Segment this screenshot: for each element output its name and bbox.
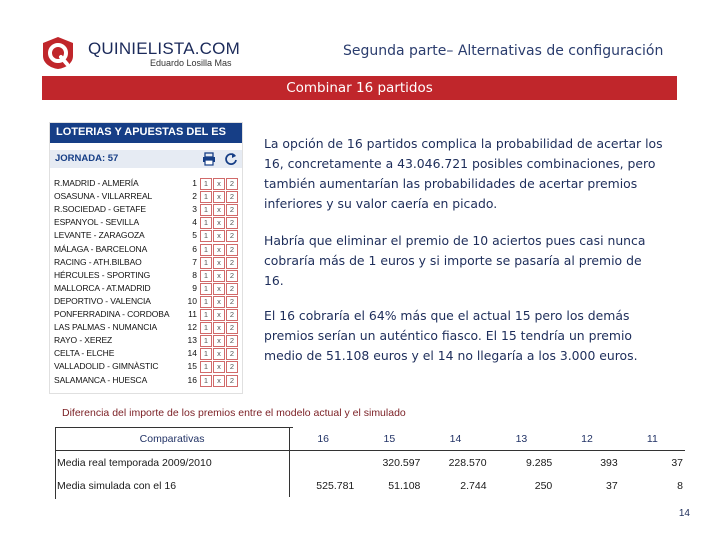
table-cell: 320.597 [382, 456, 421, 469]
match-row [50, 295, 242, 308]
match-name: SALAMANCA - HUESCA [54, 374, 148, 385]
bet-option-box[interactable]: 2 [226, 375, 238, 387]
bet-option-box[interactable]: 1 [200, 257, 212, 269]
bet-option-box[interactable]: 2 [226, 283, 238, 295]
bet-option-box[interactable]: 1 [200, 204, 212, 216]
match-number: 2 [192, 191, 197, 202]
table-cell: 525.781 [316, 479, 355, 492]
bet-option-box[interactable]: x [213, 257, 225, 269]
match-number: 16 [187, 374, 197, 385]
page-number: 14 [678, 508, 690, 519]
bet-option-box[interactable]: 2 [226, 322, 238, 334]
match-number: 3 [192, 204, 197, 215]
bet-option-box[interactable]: 1 [200, 283, 212, 295]
bet-option-box[interactable]: 1 [200, 335, 212, 347]
bet-option-box[interactable]: x [213, 270, 225, 282]
table-cell: 37 [606, 479, 618, 492]
match-number: 14 [187, 348, 197, 359]
match-number: 6 [192, 243, 197, 254]
bet-option-box[interactable]: x [213, 375, 225, 387]
bet-option-box[interactable]: 1 [200, 309, 212, 321]
match-number: 1 [192, 178, 197, 188]
match-name: PONFERRADINA - CORDOBA [54, 309, 170, 319]
slide-title: Segunda parte– Alternativas de configuración [343, 43, 664, 59]
match-name: OSASUNA - VILLARREAL [54, 191, 153, 202]
table-cell: 393 [600, 456, 618, 469]
match-name: R.SOCIEDAD - GETAFE [54, 204, 146, 215]
bet-option-box[interactable]: 2 [226, 244, 238, 256]
brand-title: QUINIELISTA.COM [88, 39, 240, 58]
column-header: 13 [489, 427, 555, 451]
bet-option-box[interactable]: 2 [226, 204, 238, 216]
match-number: 13 [187, 335, 197, 346]
bet-option-box[interactable]: 1 [200, 217, 212, 229]
column-header: 11 [620, 427, 685, 451]
match-number: 4 [192, 217, 197, 228]
table-header-row [55, 427, 685, 451]
row-label: Media real temporada 2009/2010 [55, 451, 290, 475]
bet-option-box[interactable]: 2 [226, 257, 238, 269]
match-row [50, 282, 242, 295]
bet-option-box[interactable]: x [213, 217, 225, 229]
bet-option-box[interactable]: x [213, 309, 225, 321]
match-number: 7 [192, 256, 197, 267]
bet-option-box[interactable]: x [213, 230, 225, 242]
bet-option-box[interactable]: 2 [226, 361, 238, 373]
table-cell: 228.570 [448, 456, 487, 469]
bet-option-box[interactable]: x [213, 204, 225, 216]
bet-option-box[interactable]: 1 [200, 296, 212, 308]
match-number: 9 [192, 282, 197, 293]
table-row [55, 474, 685, 497]
prize-comparison-table [55, 427, 685, 499]
table-cell [290, 451, 357, 475]
match-name: MÁLAGA - BARCELONA [54, 243, 148, 254]
bet-option-box[interactable]: 1 [200, 191, 212, 203]
bet-option-box[interactable]: 2 [226, 348, 238, 360]
bet-option-box[interactable]: x [213, 335, 225, 347]
bet-option-box[interactable]: x [213, 296, 225, 308]
match-row [50, 256, 242, 269]
bet-option-box[interactable]: x [213, 191, 225, 203]
bet-option-box[interactable]: 2 [226, 178, 238, 190]
bet-option-box[interactable]: 1 [200, 322, 212, 334]
refresh-icon [224, 152, 238, 166]
bet-option-box[interactable]: x [213, 361, 225, 373]
match-name: DEPORTIVO - VALENCIA [54, 295, 151, 306]
match-row [50, 334, 242, 347]
author-name: Eduardo Losilla Mas [150, 58, 232, 68]
match-name: HÉRCULES - SPORTING [54, 269, 151, 280]
row-label: Media simulada con el 16 [55, 474, 290, 497]
bet-option-box[interactable]: 1 [200, 178, 212, 190]
bet-option-box[interactable]: 2 [226, 217, 238, 229]
match-number: 12 [187, 322, 197, 333]
bet-option-box[interactable]: x [213, 244, 225, 256]
table-cell: 2.744 [460, 479, 487, 492]
paragraph-3: El 16 cobraría el 64% más que el actual 15 pero los demás premios serían un auténtico fiasco. El 15 tendría un premio medio de 51.108 euros y el 14 no llegaría a los 3.000 euros. [264, 308, 638, 363]
match-name: R.MADRID - ALMERÍA [54, 178, 139, 188]
bet-option-box[interactable]: x [213, 283, 225, 295]
bet-option-box[interactable]: 1 [200, 270, 212, 282]
match-number: 10 [187, 295, 197, 306]
match-row [50, 321, 242, 334]
bet-option-box[interactable]: x [213, 322, 225, 334]
paragraph-2: Habría que eliminar el premio de 10 aciertos pues casi nunca cobraría más de 1 euros y si importe se pasaría al premio de 16. [264, 233, 646, 288]
table-cell: 37 [671, 456, 683, 469]
bet-option-box[interactable]: 2 [226, 309, 238, 321]
paragraph-1: La opción de 16 partidos complica la probabilidad de acertar los 16, concretamente a 43.046.721 posibles combinaciones, pero también aumentarían las probabilidades de acertar premios inferiores y su valor caería en picado. [264, 136, 663, 211]
bet-option-box[interactable]: 2 [226, 296, 238, 308]
banner-title: Combinar 16 partidos [286, 80, 433, 96]
match-row [50, 243, 242, 256]
column-header: 12 [554, 427, 619, 451]
jornada-label: JORNADA: 57 [55, 153, 119, 164]
match-name: RAYO - XEREZ [54, 335, 113, 346]
q-logo-icon [40, 36, 76, 70]
quiniela-coupon [49, 122, 243, 394]
match-row [50, 374, 242, 387]
bet-option-box[interactable]: 2 [226, 335, 238, 347]
match-row [50, 216, 242, 229]
bet-option-box[interactable]: x [213, 348, 225, 360]
bet-option-box[interactable]: 1 [200, 348, 212, 360]
coupon-title: LOTERIAS Y APUESTAS DEL ES [56, 126, 226, 138]
match-row [50, 360, 242, 373]
match-row [50, 308, 242, 321]
match-number: 15 [187, 361, 197, 372]
section-banner [42, 76, 677, 100]
table-caption: Diferencia del importe de los premios entre el modelo actual y el simulado [62, 407, 406, 419]
match-row [50, 347, 242, 360]
match-row [50, 269, 242, 282]
table-cell: 9.285 [526, 456, 553, 469]
coupon-header [50, 123, 242, 143]
match-number: 11 [188, 309, 197, 319]
match-name: CELTA - ELCHE [54, 348, 115, 359]
match-row [50, 203, 242, 216]
bet-option-box[interactable]: 1 [200, 361, 212, 373]
column-header: 16 [290, 427, 357, 451]
match-row [50, 190, 242, 203]
table-cell: 250 [534, 479, 553, 492]
bet-option-box[interactable]: 2 [226, 270, 238, 282]
match-name: LAS PALMAS - NUMANCIA [54, 322, 158, 333]
bet-option-box[interactable]: 1 [200, 230, 212, 242]
match-row [50, 177, 242, 190]
table-cell: 8 [677, 479, 683, 492]
bet-option-box[interactable]: 2 [226, 191, 238, 203]
print-icon [202, 152, 216, 166]
bet-option-box[interactable]: x [213, 178, 225, 190]
column-header: 14 [422, 427, 488, 451]
column-header: Comparativas [55, 427, 290, 451]
bet-option-box[interactable]: 2 [226, 230, 238, 242]
column-header: 15 [356, 427, 422, 451]
table-row [55, 451, 685, 475]
match-name: VALLADOLID - GIMNÀSTIC [54, 361, 159, 372]
match-name: RACING - ATH.BILBAO [54, 256, 142, 267]
match-row [50, 229, 242, 242]
bet-option-box[interactable]: 1 [200, 244, 212, 256]
match-name: ESPANYOL - SEVILLA [54, 217, 140, 228]
match-number: 5 [192, 230, 197, 241]
match-name: MALLORCA - AT.MADRID [54, 282, 151, 293]
match-name: LEVANTE - ZARAGOZA [54, 230, 145, 241]
match-number: 8 [192, 269, 197, 280]
bet-option-box[interactable]: 1 [200, 375, 212, 387]
table-cell: 51.108 [388, 479, 421, 492]
